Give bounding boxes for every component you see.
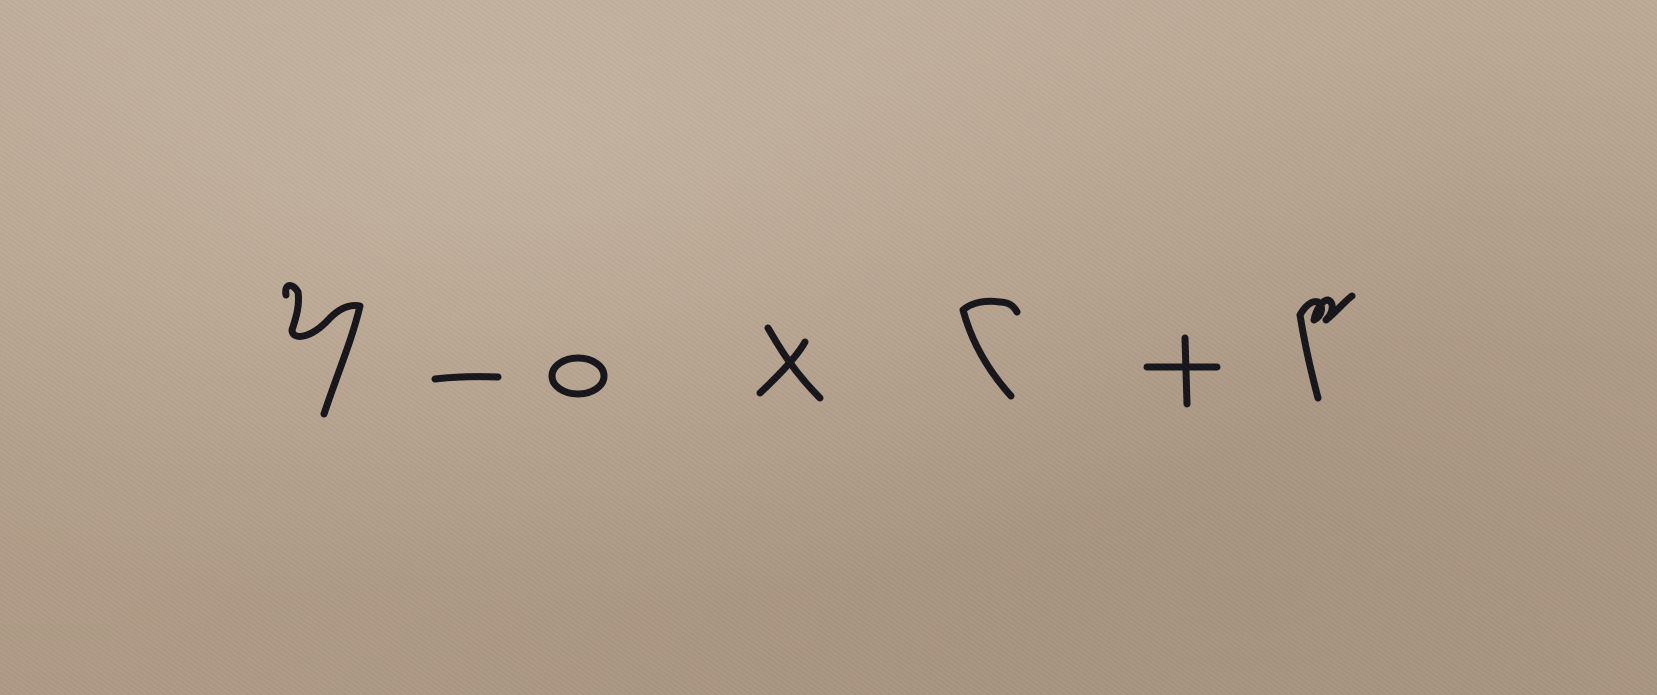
digit-nine xyxy=(286,286,360,414)
minus-operator xyxy=(435,377,498,379)
digit-two xyxy=(963,301,1017,396)
plus-operator xyxy=(1147,338,1217,404)
expression-text xyxy=(0,0,1,1)
times-operator xyxy=(760,328,820,398)
digit-three xyxy=(1300,296,1352,398)
digit-five xyxy=(552,358,604,394)
